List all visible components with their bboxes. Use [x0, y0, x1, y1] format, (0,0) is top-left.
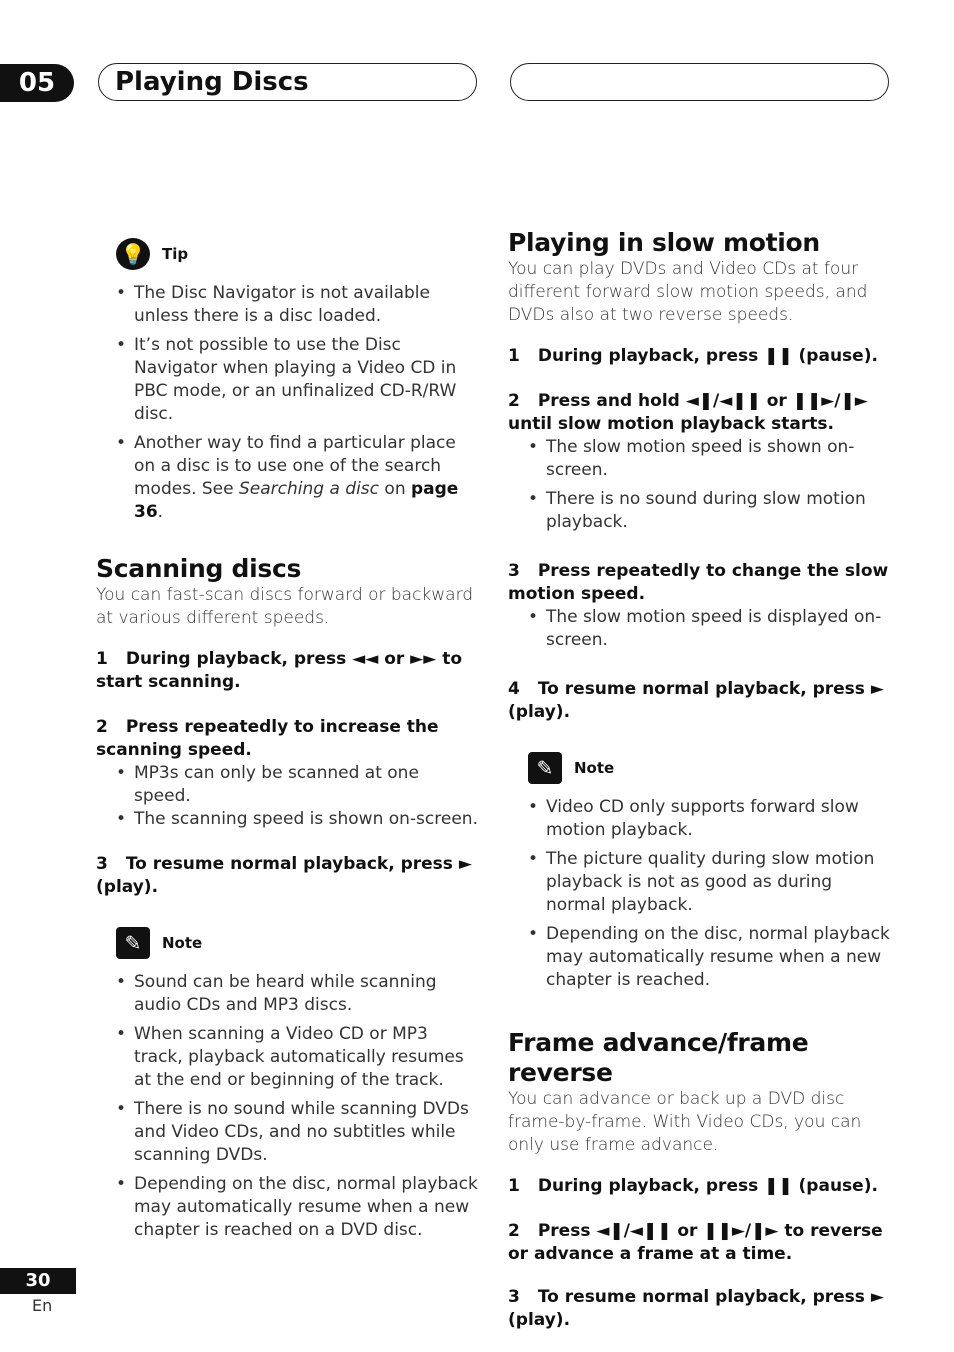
list-item: • Depending on the disc, normal playback may automatically resume when a new chapter is reached on a DVD disc. [116, 1173, 478, 1242]
header-blank-box [510, 63, 889, 101]
section-intro: You can fast-scan discs forward or backward at various different speeds. [96, 585, 474, 628]
note-label: Note [162, 934, 203, 952]
list-item: • The picture quality during slow motion playback is not as good as during normal playback. [528, 848, 890, 917]
section-title-scanning: Scanning discs [96, 554, 302, 583]
note-list [96, 971, 478, 1242]
step: 2 Press repeatedly to increase the scanning speed. [96, 717, 439, 760]
step: 2 Press ◄❚/◄❚❚ or ❚❚►/❚► to reverse or advance a frame at a time. [508, 1221, 883, 1264]
tip-label: Tip [162, 245, 189, 263]
step-bullets [96, 762, 478, 831]
section-intro: You can play DVDs and Video CDs at four different forward slow motion speeds, and DVDs also at two reverse speeds. [508, 259, 868, 325]
right-column [508, 228, 890, 1332]
note-list [508, 796, 890, 992]
step-bullets [508, 606, 890, 652]
step: 1 During playback, press ◄◄ or ►► to start scanning. [96, 649, 463, 692]
list-item: • Video CD only supports forward slow motion playback. [528, 796, 890, 842]
list-item: • There is no sound during slow motion playback. [528, 488, 890, 534]
note-callout [116, 927, 478, 959]
list-item: • There is no sound while scanning DVDs and Video CDs, and no subtitles while scanning DVDs. [116, 1098, 478, 1167]
chapter-badge: 05 [0, 64, 74, 102]
header-title-box [98, 63, 477, 101]
page-reference: page 36 [134, 479, 459, 522]
list-item: • When scanning a Video CD or MP3 track, playback automatically resumes at the end or beginning of the track. [116, 1023, 478, 1092]
step: 3 To resume normal playback, press ► (play). [508, 1287, 884, 1330]
left-column [96, 228, 478, 1248]
note-callout [528, 752, 890, 784]
list-item: • Another way to find a particular place on a disc is to use one of the search modes. See Searching a disc on page 36. [116, 432, 478, 524]
step: 3 Press repeatedly to change the slow motion speed. [508, 561, 889, 604]
list-item: • MP3s can only be scanned at one speed. [116, 762, 478, 808]
note-label: Note [574, 759, 615, 777]
list-item: • It’s not possible to use the Disc Navigator when playing a Video CD in PBC mode, or an unfinalized CD-R/RW disc. [116, 334, 478, 426]
pencil-icon: ✎ [116, 927, 150, 959]
page-number: 30 [0, 1268, 76, 1294]
pencil-icon: ✎ [528, 752, 562, 784]
list-item: • Sound can be heard while scanning audio CDs and MP3 discs. [116, 971, 478, 1017]
list-item: • Depending on the disc, normal playback may automatically resume when a new chapter is reached. [528, 923, 890, 992]
step: 4 To resume normal playback, press ► (play). [508, 679, 884, 722]
step: 2 Press and hold ◄❚/◄❚❚ or ❚❚►/❚► until slow motion playback starts. [508, 391, 868, 434]
tip-list [96, 282, 478, 524]
step: 1 During playback, press ❚❚ (pause). [508, 346, 878, 366]
step-bullets [508, 436, 890, 534]
list-item: • The slow motion speed is shown on-screen. [528, 436, 890, 482]
step: 3 To resume normal playback, press ► (play). [96, 854, 472, 897]
cross-reference-title: Searching a disc [239, 479, 380, 499]
list-item: • The scanning speed is shown on-screen. [116, 808, 478, 831]
language-code: En [32, 1296, 53, 1315]
section-title-frame-advance: Frame advance/frame reverse [508, 1028, 809, 1087]
step: 1 During playback, press ❚❚ (pause). [508, 1176, 878, 1196]
list-item: • The Disc Navigator is not available unless there is a disc loaded. [116, 282, 478, 328]
tip-callout [116, 238, 478, 270]
list-item: • The slow motion speed is displayed on-screen. [528, 606, 890, 652]
page-title: Playing Discs [115, 67, 309, 97]
lightbulb-icon: 💡 [116, 238, 150, 270]
section-title-slow-motion: Playing in slow motion [508, 228, 820, 257]
section-intro: You can advance or back up a DVD disc frame-by-frame. With Video CDs, you can only use frame advance. [508, 1089, 862, 1155]
